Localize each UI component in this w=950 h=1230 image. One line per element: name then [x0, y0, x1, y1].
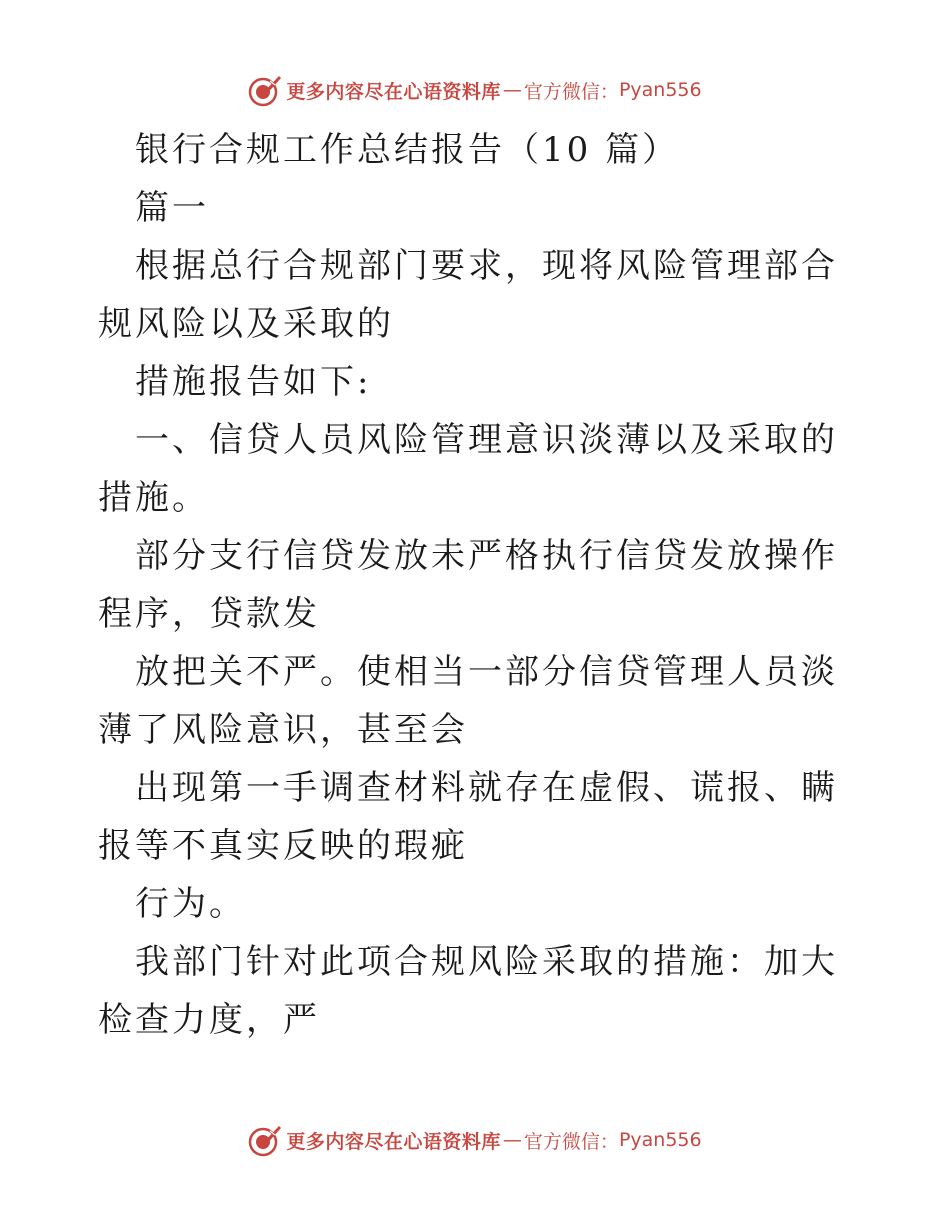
paragraph: 根据总行合规部门要求，现将风险管理部合规风险以及采取的	[98, 246, 838, 344]
watermark-text: 更多内容尽在心语资料库	[286, 80, 501, 103]
section-heading: 篇一	[135, 188, 209, 228]
paragraph: 行为。	[135, 884, 246, 924]
feather-pen-logo-icon	[248, 73, 282, 107]
watermark-wechat-id: Pyan556	[618, 1129, 702, 1151]
watermark-official-label: 官方微信：	[523, 1130, 619, 1153]
feather-pen-logo-icon	[248, 1123, 282, 1157]
document-title: 银行合规工作总结报告（10 篇）	[135, 130, 680, 170]
watermark-wechat-id: Pyan556	[618, 79, 702, 101]
header-watermark	[0, 70, 950, 110]
paragraph: 出现第一手调查材料就存在虚假、谎报、瞒报等不真实反映的瑕疵	[98, 768, 838, 866]
paragraph: 我部门针对此项合规风险采取的措施：加大检查力度，严	[98, 942, 838, 1040]
watermark-separator: —	[502, 79, 522, 101]
watermark-official-label: 官方微信：	[523, 80, 619, 103]
footer-watermark	[0, 1120, 950, 1160]
document-body	[98, 121, 858, 1049]
watermark-text: 更多内容尽在心语资料库	[286, 1130, 501, 1153]
paragraph: 部分支行信贷发放未严格执行信贷发放操作程序，贷款发	[98, 536, 838, 634]
subsection-heading: 一、信贷人员风险管理意识淡薄以及采取的措施。	[98, 420, 838, 518]
paragraph: 措施报告如下:	[135, 362, 372, 402]
paragraph: 放把关不严。使相当一部分信贷管理人员淡薄了风险意识，甚至会	[98, 652, 838, 750]
watermark-separator: —	[502, 1129, 522, 1151]
